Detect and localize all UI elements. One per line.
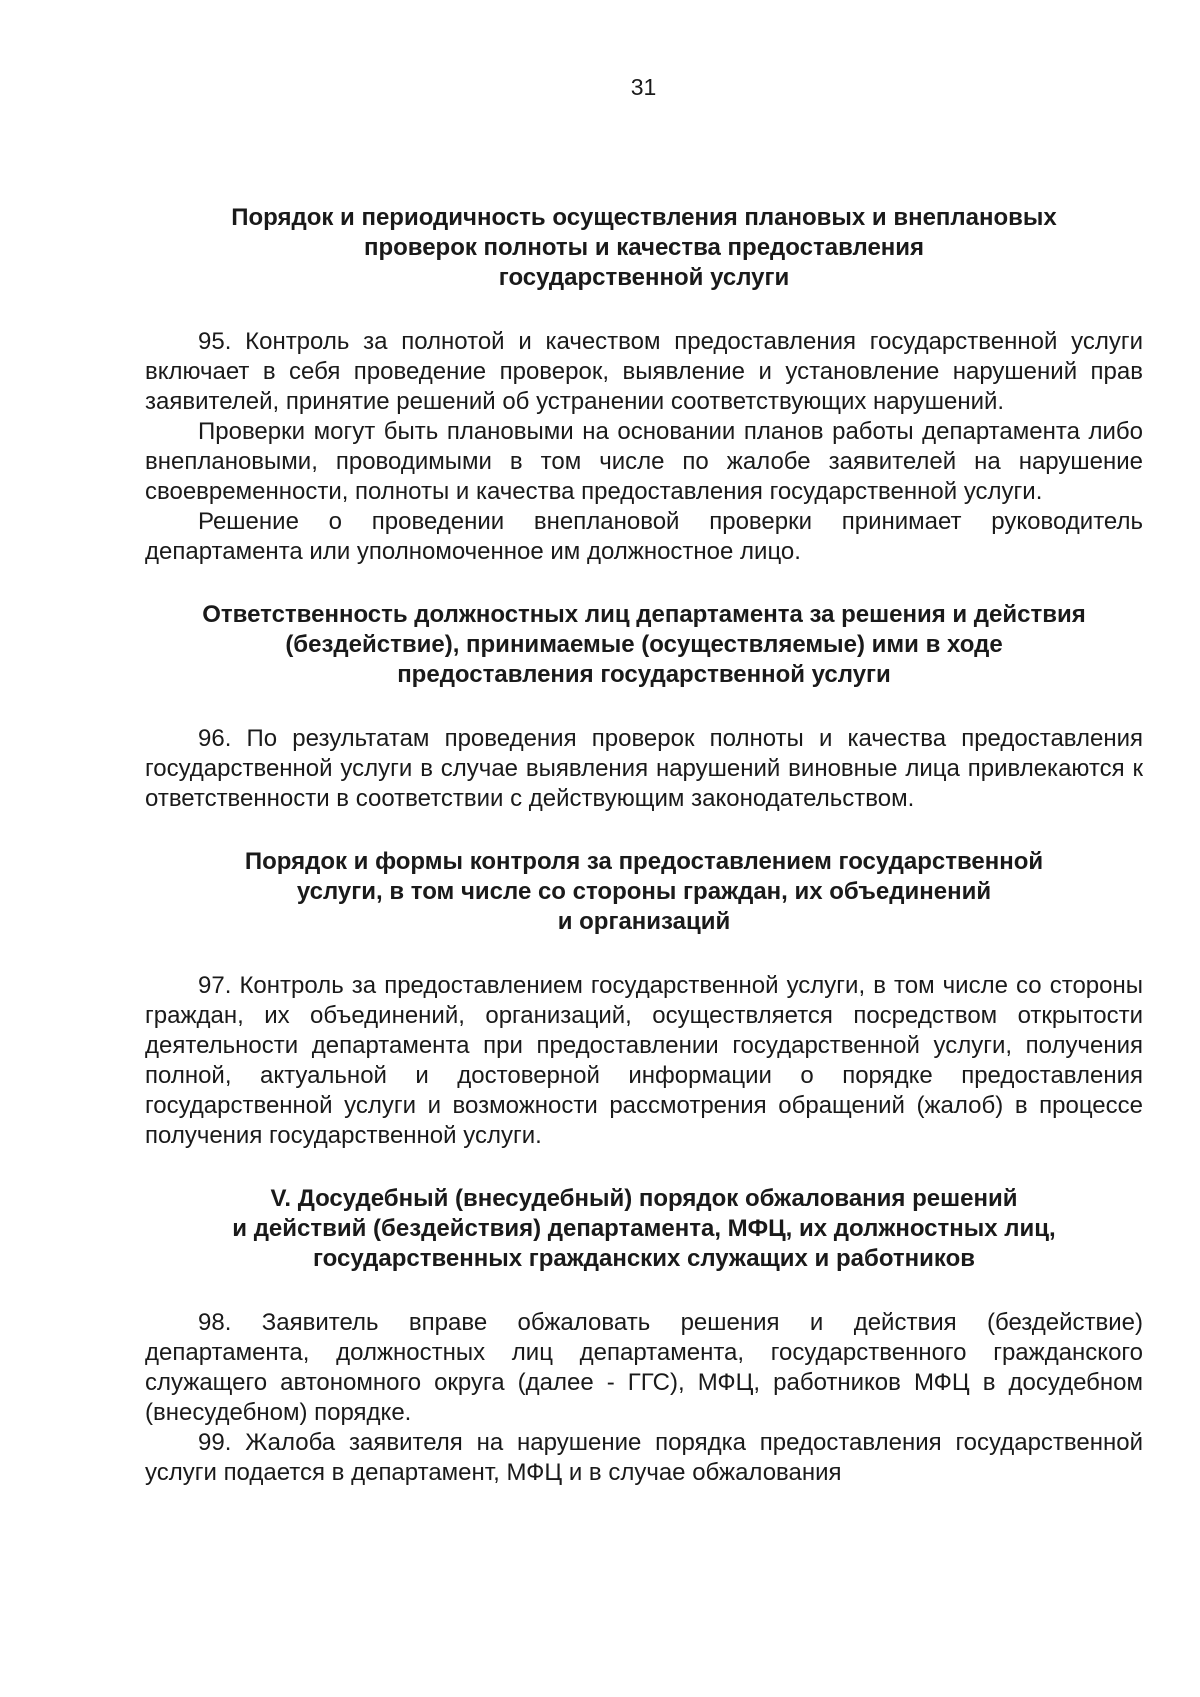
heading-line: и действий (бездействия) департамента, МФЦ, их должностных лиц, [232, 1215, 1056, 1242]
heading-line: Порядок и формы контроля за предоставлением государственной [244, 848, 1044, 875]
heading-line: государственной услуги [498, 264, 790, 291]
heading-line: (бездействие), принимаемые (осуществляемые) ими в ходе [285, 631, 1003, 658]
paragraph-99: 99. Жалоба заявителя на нарушение порядка предоставления государственной услуги подается в департамент, МФЦ и в случае обжалования [145, 1429, 1143, 1486]
heading-line: услуги, в том числе со стороны граждан, их объединений [296, 878, 992, 905]
paragraph-98: 98. Заявитель вправе обжаловать решения и действия (бездействие) департамента, должностных лиц департамента, государственного гражданского служащего автономного округа (далее - ГГС), МФЦ, работников МФЦ в досудебном (внесудебном) порядке. [145, 1309, 1143, 1426]
heading-line: государственных гражданских служащих и работников [312, 1245, 975, 1272]
document-body [145, 203, 1143, 1488]
heading-line: и организаций [557, 908, 731, 935]
heading-line: проверок полноты и качества предоставления [363, 234, 925, 261]
section-heading-control-forms [145, 847, 1143, 937]
section-heading-appeal-procedure [145, 1184, 1143, 1274]
paragraph-96: 96. По результатам проведения проверок полноты и качества предоставления государственной услуги в случае выявления нарушений виновные лица привлекаются к ответственности в соответствии с действующим законодательством. [145, 725, 1143, 812]
section-heading-responsibility [145, 600, 1143, 690]
page-number: 31 [630, 74, 657, 100]
paragraph-unscheduled-decision: Решение о проведении внеплановой проверки принимает руководитель департамента или уполномоченное им должностное лицо. [145, 508, 1143, 565]
heading-line: Ответственность должностных лиц департамента за решения и действия [202, 601, 1086, 628]
paragraph-inspections-types: Проверки могут быть плановыми на основании планов работы департамента либо внеплановыми, проводимыми в том числе по жалобе заявителей на нарушение своевременности, полноты и качества предоставления государственной услуги. [145, 418, 1143, 505]
heading-line: V. Досудебный (внесудебный) порядок обжалования решений [270, 1185, 1018, 1212]
paragraph-97: 97. Контроль за предоставлением государственной услуги, в том числе со стороны граждан, их объединений, организаций, осуществляется посредством открытости деятельности департамента при предоставлении государственной услуги, получения полной, актуальной и достоверной информации о порядке предоставления государственной услуги и возможности рассмотрения обращений (жалоб) в процессе получения государственной услуги. [145, 972, 1143, 1149]
paragraph-95: 95. Контроль за полнотой и качеством предоставления государственной услуги включает в себя проведение проверок, выявление и установление нарушений прав заявителей, принятие решений об устранении соответствующих нарушений. [145, 328, 1143, 415]
section-heading-inspections [145, 203, 1143, 293]
heading-line: предоставления государственной услуги [397, 661, 891, 688]
heading-line: Порядок и периодичность осуществления плановых и внеплановых [231, 204, 1057, 231]
